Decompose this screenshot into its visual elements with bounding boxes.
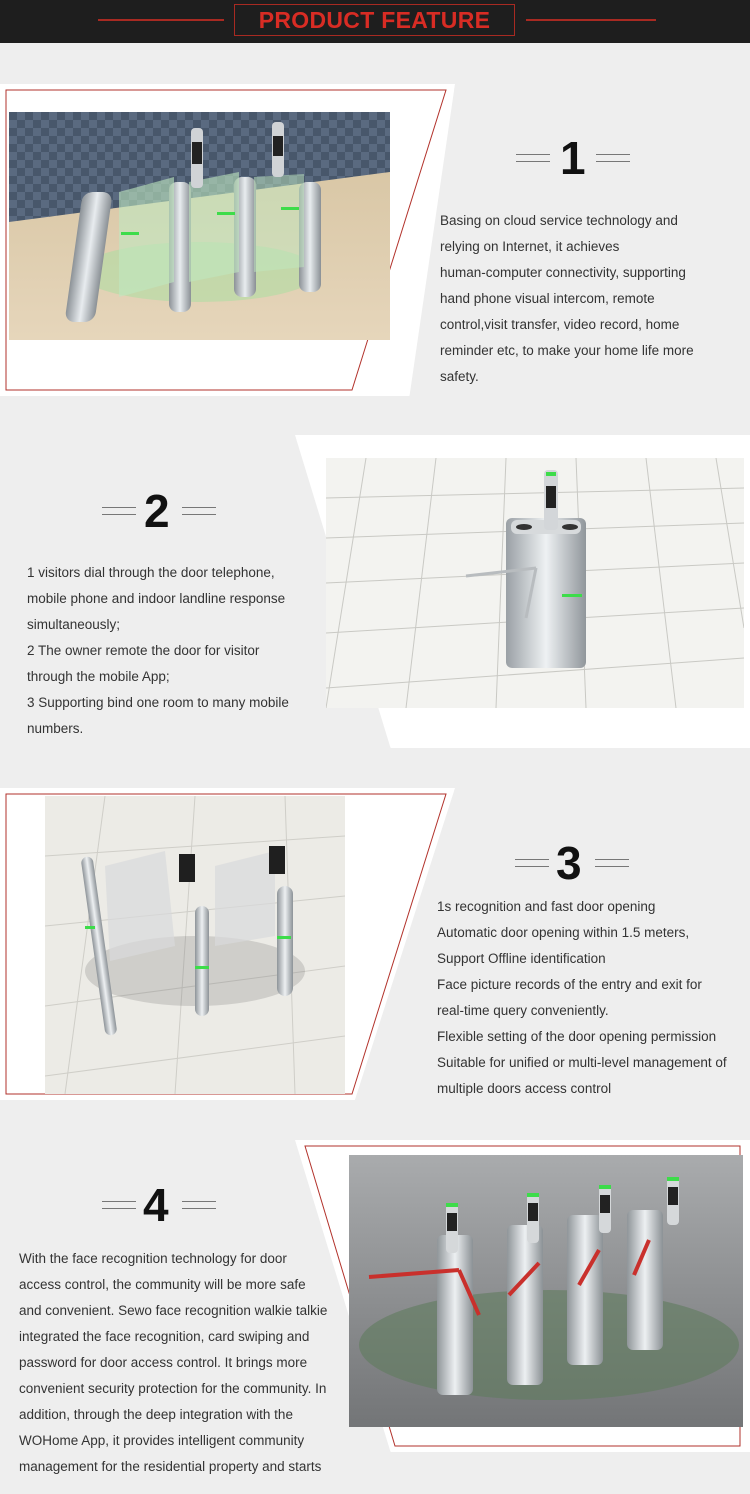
tripod-lane-photo — [349, 1155, 743, 1427]
feature-1-line: Basing on cloud service technology and — [440, 213, 678, 228]
number-3-left-rule — [515, 859, 549, 867]
feature-3-line: Automatic door opening within 1.5 meters, — [437, 925, 690, 940]
feature-text-1 — [440, 208, 740, 390]
feature-2-line: 2 The owner remote the door for visitor — [27, 643, 260, 658]
feature-3-line: multiple doors access control — [437, 1081, 612, 1096]
swing-gate-photo — [45, 796, 345, 1094]
feature-4-line: and convenient. Sewo face recognition walkie talkie — [19, 1303, 328, 1318]
feature-1-line: reminder etc, to make your home life more — [440, 343, 694, 358]
number-2-left-rule — [102, 507, 136, 515]
tripod-turnstile-photo — [326, 458, 744, 708]
feature-1-line: safety. — [440, 369, 479, 384]
feature-4-line: integrated the face recognition, card swiping and — [19, 1329, 310, 1344]
feature-1-line: control,visit transfer, video record, home — [440, 317, 680, 332]
feature-3-line: Support Offline identification — [437, 951, 606, 966]
feature-2-line: through the mobile App; — [27, 669, 170, 684]
feature-2-line: numbers. — [27, 721, 84, 736]
number-1-right-rule — [596, 154, 630, 162]
page-header — [0, 0, 750, 43]
number-2-right-rule — [182, 507, 216, 515]
feature-number-4: 4 — [143, 1179, 169, 1231]
feature-4-line: convenient security protection for the community. In — [19, 1381, 327, 1396]
feature-4-line: With the face recognition technology for door — [19, 1251, 287, 1266]
feature-text-2 — [27, 560, 317, 742]
feature-4-line: password for door access control. It brings more — [19, 1355, 308, 1370]
feature-4-line: WOHome App, it provides intelligent community — [19, 1433, 305, 1448]
page-title: PRODUCT FEATURE — [258, 7, 491, 33]
feature-4-line: addition, through the deep integration with the — [19, 1407, 293, 1422]
feature-1-line: relying on Internet, it achieves — [440, 239, 620, 254]
number-4-right-rule — [182, 1201, 216, 1209]
feature-2-line: mobile phone and indoor landline response — [27, 591, 286, 606]
feature-3-line: real-time query conveniently. — [437, 1003, 609, 1018]
feature-3-line: Face picture records of the entry and exit for — [437, 977, 702, 992]
header-rule-right — [526, 19, 656, 21]
feature-1-line: hand phone visual intercom, remote — [440, 291, 655, 306]
feature-number-1: 1 — [560, 132, 586, 184]
number-3-right-rule — [595, 859, 629, 867]
feature-4-line: management for the residential property and starts — [19, 1459, 322, 1474]
feature-1-line: human-computer connectivity, supporting — [440, 265, 686, 280]
feature-number-2: 2 — [144, 485, 170, 537]
feature-4-line: access control, the community will be more safe — [19, 1277, 306, 1292]
feature-3-line: Suitable for unified or multi-level management of — [437, 1055, 727, 1070]
feature-text-3 — [437, 894, 747, 1102]
header-rule-left — [98, 19, 224, 21]
number-4-left-rule — [102, 1201, 136, 1209]
number-1-left-rule — [516, 154, 550, 162]
feature-number-3: 3 — [556, 837, 582, 889]
feature-text-4 — [19, 1246, 349, 1480]
speed-gate-photo-1 — [9, 112, 390, 340]
feature-3-line: Flexible setting of the door opening permission — [437, 1029, 717, 1044]
feature-2-line: simultaneously; — [27, 617, 121, 632]
feature-2-line: 3 Supporting bind one room to many mobile — [27, 695, 289, 710]
feature-3-line: 1s recognition and fast door opening — [437, 899, 656, 914]
feature-2-line: 1 visitors dial through the door telephone, — [27, 565, 275, 580]
